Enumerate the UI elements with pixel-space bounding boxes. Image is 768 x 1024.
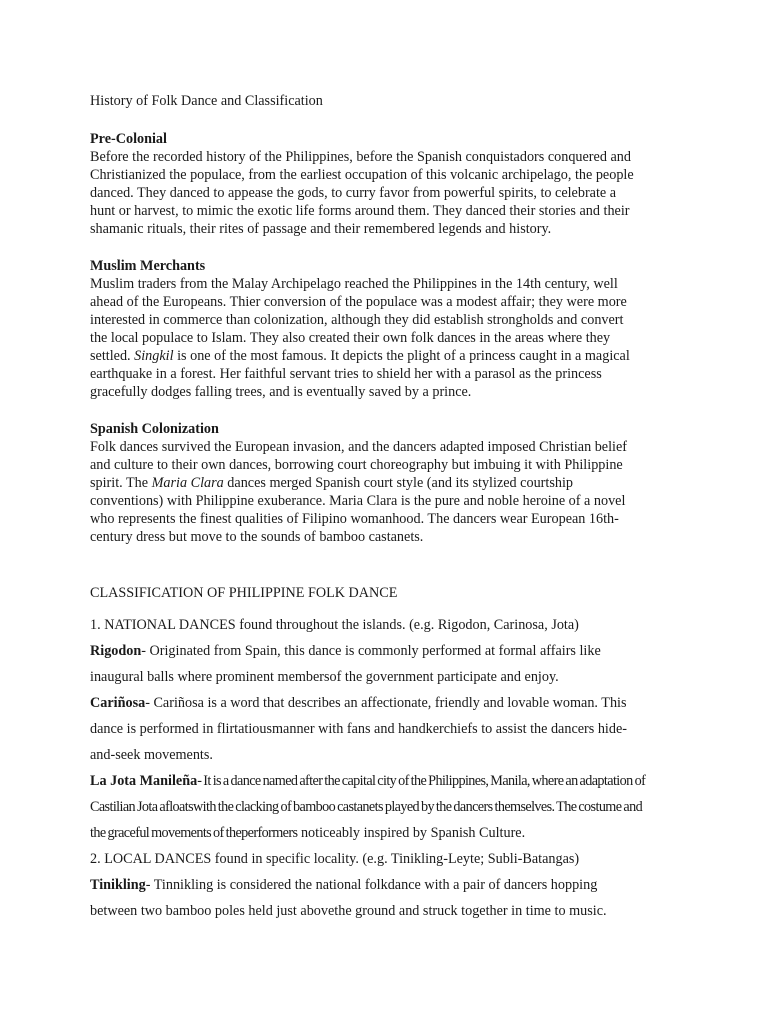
paragraph-line: hunt or harvest, to mimic the exotic life forms around them. They danced their stories and their	[90, 203, 630, 219]
dance-name-maria-clara: Maria Clara	[151, 475, 224, 491]
term-la-jota-manilena: La Jota Manileña	[90, 773, 198, 789]
definition-line: dance is performed in flirtatiousmanner with fans and handkerchiefs to assist the dancers hide-	[90, 721, 627, 737]
jota-entry	[90, 768, 740, 794]
paragraph-line: interested in commerce than colonization, although they did establish strongholds and convert	[90, 312, 624, 328]
term-carinosa: Cariñosa	[90, 695, 146, 711]
line-text: spirit. The	[90, 475, 152, 491]
line-text: is one of the most famous. It depicts the plight of a princess caught in a magical	[173, 348, 630, 364]
national-dances-heading: 1. NATIONAL DANCES found throughout the islands. (e.g. Rigodon, Carinosa, Jota)	[90, 617, 579, 633]
classification-title: CLASSIFICATION OF PHILIPPINE FOLK DANCE	[90, 585, 398, 601]
dance-name-singkil: Singkil	[134, 348, 174, 364]
document-title: History of Folk Dance and Classification	[90, 93, 323, 109]
definition-line: Castilian Jota afloatswith the clacking of bamboo castanets played by the dancers themselves. The costume and	[90, 799, 643, 815]
paragraph-line	[90, 474, 740, 492]
definition-line	[90, 820, 740, 846]
carinosa-entry	[90, 690, 740, 716]
tinikling-entry	[90, 872, 740, 898]
line-text: settled.	[90, 348, 135, 364]
section-heading: Muslim Merchants	[90, 258, 206, 274]
paragraph-line: Before the recorded history of the Philippines, before the Spanish conquistadors conquered and	[90, 149, 631, 165]
section-pre-colonial	[90, 130, 740, 238]
rigodon-entry	[90, 638, 740, 664]
paragraph-line: earthquake in a forest. Her faithful servant tries to shield her with a parasol as the princess	[90, 366, 602, 382]
paragraph-line	[90, 347, 740, 365]
paragraph-line: conventions) with Philippine exuberance. Maria Clara is the pure and noble heroine of a novel	[90, 493, 626, 509]
document-page	[90, 92, 740, 924]
paragraph-line: Christianized the populace, from the earliest occupation of this volcanic archipelago, the people	[90, 167, 634, 183]
definition-line: between two bamboo poles held just abovethe ground and struck together in time to music.	[90, 903, 607, 919]
definition-line: inaugural balls where prominent membersof the government participate and enjoy.	[90, 669, 559, 685]
definition-text: - It is a dance named after the capital city of the Philippines, Manila, where an adaptation of	[197, 773, 646, 789]
definition-text: - Cariñosa is a word that describes an affectionate, friendly and lovable woman. This	[145, 695, 627, 711]
paragraph-line: Muslim traders from the Malay Archipelago reached the Philippines in the 14th century, well	[90, 276, 618, 292]
definition-text: noticeably inspired by Spanish Culture.	[297, 825, 526, 841]
definition-text: - Tinnikling is considered the national folkdance with a pair of dancers hopping	[145, 877, 598, 893]
line-text: dances merged Spanish court style (and its stylized courtship	[223, 475, 573, 491]
term-rigodon: Rigodon	[90, 643, 142, 659]
paragraph-line: danced. They danced to appease the gods, to curry favor from powerful spirits, to celebrate a	[90, 185, 617, 201]
section-body	[90, 438, 740, 546]
paragraph-line: gracefully dodges falling trees, and is eventually saved by a prince.	[90, 384, 472, 400]
section-spanish-colonization	[90, 420, 740, 546]
term-tinikling: Tinikling	[90, 877, 146, 893]
definition-text: - Originated from Spain, this dance is commonly performed at formal affairs like	[141, 643, 601, 659]
definition-line: and-seek movements.	[90, 747, 213, 763]
definition-text: the graceful movements of theperformers	[90, 825, 298, 841]
paragraph-line: ahead of the Europeans. Thier conversion of the populace was a modest affair; they were more	[90, 294, 627, 310]
paragraph-line: the local populace to Islam. They also created their own folk dances in the areas where they	[90, 330, 611, 346]
section-body	[90, 275, 740, 401]
section-heading: Spanish Colonization	[90, 421, 219, 437]
paragraph-line: century dress but move to the sounds of bamboo castanets.	[90, 529, 424, 545]
section-muslim-merchants	[90, 257, 740, 401]
paragraph-line: and culture to their own dances, borrowing court choreography but imbuing it with Philippine	[90, 457, 623, 473]
classification-list	[90, 612, 740, 924]
paragraph-line: Folk dances survived the European invasion, and the dancers adapted imposed Christian belief	[90, 439, 628, 455]
section-body	[90, 148, 740, 238]
paragraph-line: shamanic rituals, their rites of passage and their remembered legends and history.	[90, 221, 552, 237]
section-heading: Pre-Colonial	[90, 131, 167, 147]
local-dances-heading: 2. LOCAL DANCES found in specific locality. (e.g. Tinikling-Leyte; Subli-Batangas)	[90, 851, 580, 867]
paragraph-line: who represents the finest qualities of Filipino womanhood. The dancers wear European 16th-	[90, 511, 619, 527]
